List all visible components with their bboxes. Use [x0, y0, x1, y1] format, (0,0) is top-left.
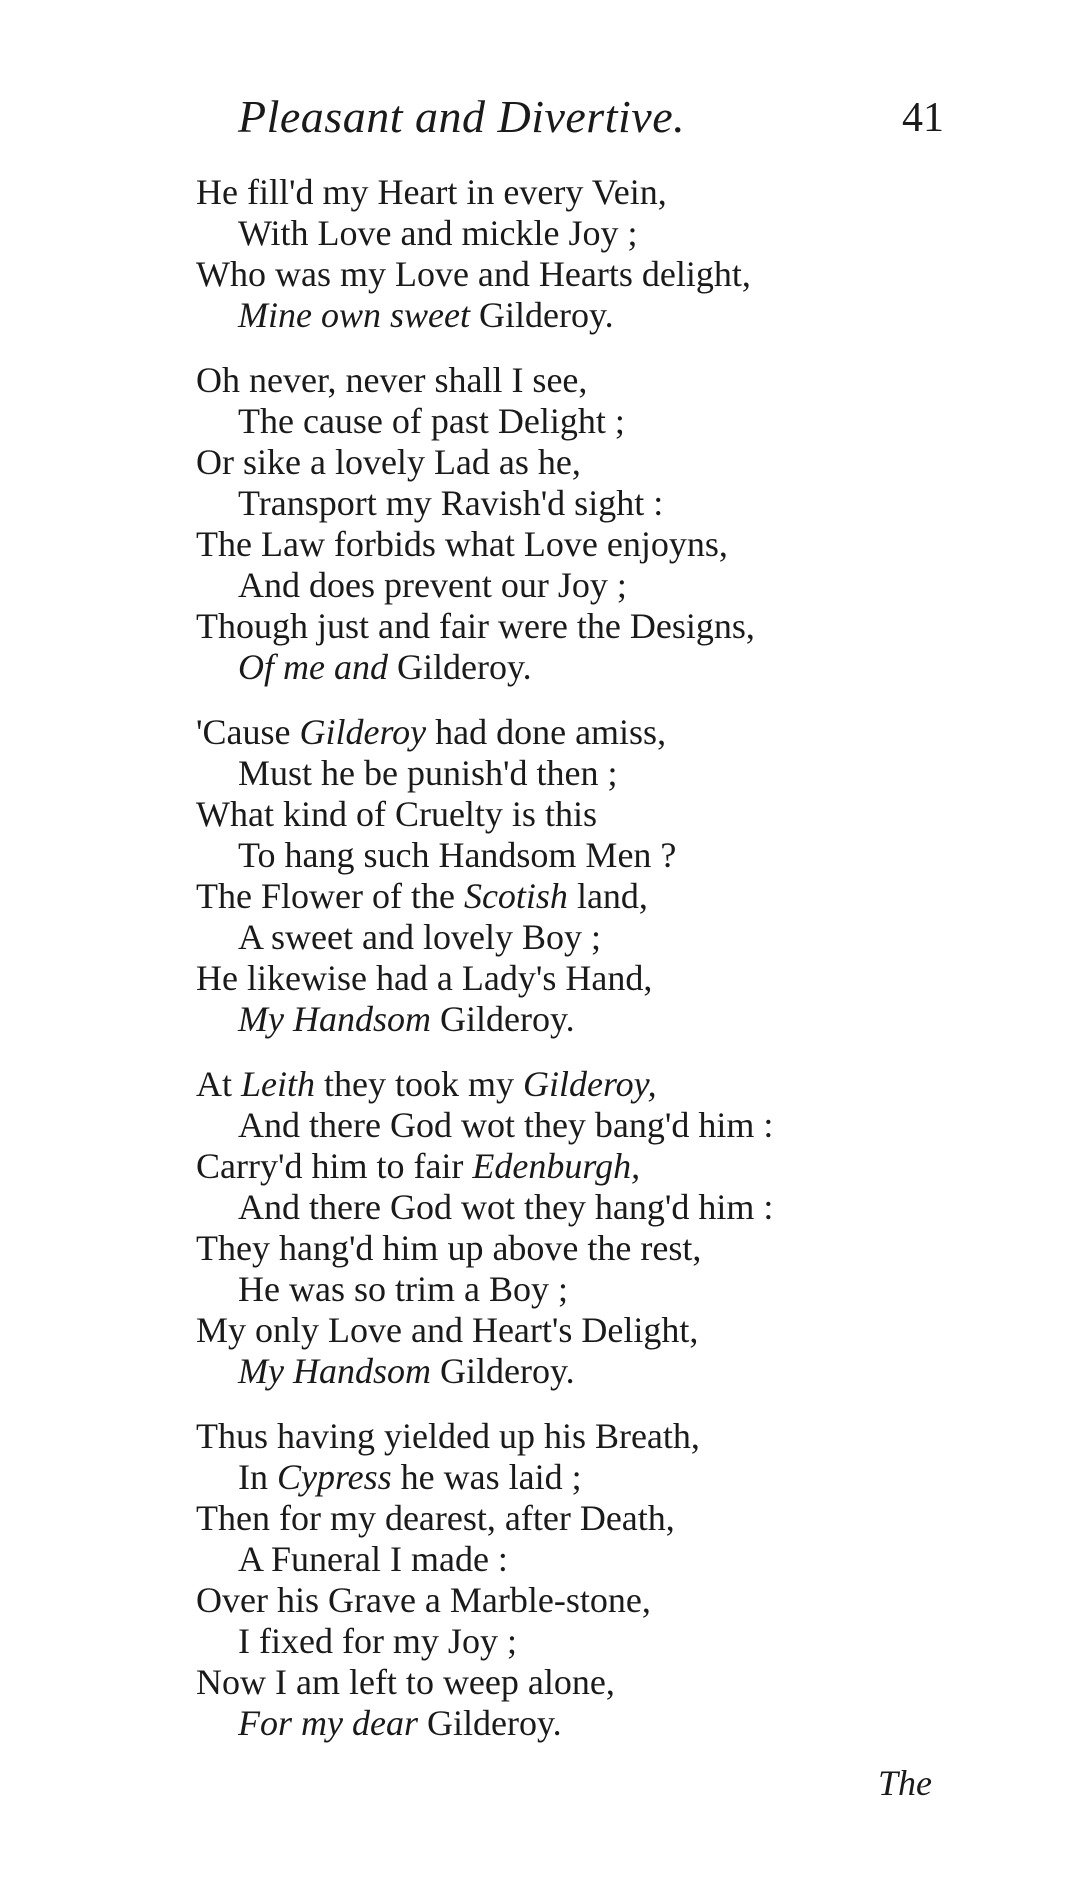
verse-line — [196, 524, 1016, 565]
italic-text: Of me and — [238, 647, 388, 687]
verse-line — [196, 172, 1016, 213]
verse-text: Gilderoy. — [430, 1351, 575, 1391]
verse-text: A sweet and lovely Boy ; — [238, 917, 601, 957]
verse-line — [196, 1703, 1016, 1744]
italic-text: Scotish — [463, 876, 568, 916]
verse-line — [196, 1580, 1016, 1621]
page-number: 41 — [902, 95, 944, 141]
verse-text: he was laid ; — [391, 1457, 582, 1497]
verse-text: With Love and mickle Joy ; — [238, 213, 638, 253]
verse-text: To hang such Handsom Men ? — [238, 835, 677, 875]
verse-line — [196, 647, 1016, 688]
verse-text: Over his Grave a Marble-stone, — [196, 1580, 651, 1620]
verse-text: land, — [567, 876, 648, 916]
verse-line — [196, 794, 1016, 835]
verse-text: The Law forbids what Love enjoyns, — [196, 524, 728, 564]
poem-body — [196, 172, 1016, 1744]
verse-text: And there God wot they bang'd him : — [238, 1105, 774, 1145]
italic-text: Edenburgh, — [472, 1146, 641, 1186]
verse-text: Gilderoy. — [387, 647, 532, 687]
verse-line — [196, 876, 1016, 917]
verse-text: What kind of Cruelty is this — [196, 794, 597, 834]
verse-line — [196, 565, 1016, 606]
italic-text: Gilderoy — [299, 712, 427, 752]
verse-text: And does prevent our Joy ; — [238, 565, 627, 605]
verse-line — [196, 1457, 1016, 1498]
verse-line — [196, 835, 1016, 876]
verse-text: The Flower of the — [196, 876, 464, 916]
verse-text: Oh never, never shall I see, — [196, 360, 588, 400]
italic-text: For my dear — [238, 1703, 418, 1743]
italic-text: Cypress — [277, 1457, 392, 1497]
verse-text: Must he be punish'd then ; — [238, 753, 618, 793]
verse-line — [196, 1105, 1016, 1146]
verse-text: Gilderoy. — [430, 999, 575, 1039]
verse-text: I fixed for my Joy ; — [238, 1621, 517, 1661]
verse-text: Now I am left to weep alone, — [196, 1662, 615, 1702]
running-title: Pleasant and Divertive. — [238, 91, 686, 142]
italic-text: Mine own sweet — [238, 295, 470, 335]
italic-text: Leith — [241, 1064, 316, 1104]
stanza — [196, 1416, 1016, 1744]
verse-text: Who was my Love and Hearts delight, — [196, 254, 751, 294]
verse-line — [196, 917, 1016, 958]
verse-line — [196, 1621, 1016, 1662]
verse-text: 'Cause — [196, 712, 300, 752]
verse-text: He was so trim a Boy ; — [238, 1269, 568, 1309]
verse-line — [196, 360, 1016, 401]
catchword: The — [878, 1763, 932, 1803]
stanza — [196, 172, 1016, 336]
verse-line — [196, 401, 1016, 442]
verse-line — [196, 1064, 1016, 1105]
verse-line — [196, 1228, 1016, 1269]
verse-text: And there God wot they hang'd him : — [238, 1187, 774, 1227]
verse-line — [196, 254, 1016, 295]
verse-line — [196, 1539, 1016, 1580]
verse-line — [196, 1269, 1016, 1310]
verse-text: In — [238, 1457, 277, 1497]
verse-line — [196, 1146, 1016, 1187]
verse-text: Gilderoy. — [469, 295, 614, 335]
verse-text: had done amiss, — [426, 712, 667, 752]
stanza — [196, 360, 1016, 688]
verse-text: The cause of past Delight ; — [238, 401, 625, 441]
verse-text: At — [196, 1064, 241, 1104]
verse-text: Carry'd him to fair — [196, 1146, 473, 1186]
verse-text: They hang'd him up above the rest, — [196, 1228, 702, 1268]
verse-line — [196, 606, 1016, 647]
verse-line — [196, 712, 1016, 753]
verse-line — [196, 1310, 1016, 1351]
verse-text: Transport my Ravish'd sight : — [238, 483, 664, 523]
verse-line — [196, 295, 1016, 336]
verse-text: Or sike a lovely Lad as he, — [196, 442, 581, 482]
verse-line — [196, 1187, 1016, 1228]
verse-line — [196, 442, 1016, 483]
verse-line — [196, 753, 1016, 794]
verse-text: Gilderoy. — [417, 1703, 562, 1743]
verse-line — [196, 213, 1016, 254]
verse-line — [196, 958, 1016, 999]
stanza — [196, 1064, 1016, 1392]
verse-text: they took my — [315, 1064, 523, 1104]
verse-line — [196, 1351, 1016, 1392]
verse-line — [196, 999, 1016, 1040]
verse-text: Thus having yielded up his Breath, — [196, 1416, 700, 1456]
stanza — [196, 712, 1016, 1040]
italic-text: Gilderoy, — [523, 1064, 657, 1104]
verse-line — [196, 1416, 1016, 1457]
italic-text: My Handsom — [238, 1351, 431, 1391]
verse-line — [196, 1662, 1016, 1703]
verse-text: A Funeral I made : — [238, 1539, 508, 1579]
verse-line — [196, 483, 1016, 524]
verse-text: He likewise had a Lady's Hand, — [196, 958, 653, 998]
verse-text: He fill'd my Heart in every Vein, — [196, 172, 667, 212]
verse-line — [196, 1498, 1016, 1539]
italic-text: My Handsom — [238, 999, 431, 1039]
verse-text: Then for my dearest, after Death, — [196, 1498, 675, 1538]
verse-text: My only Love and Heart's Delight, — [196, 1310, 699, 1350]
verse-text: Though just and fair were the Designs, — [196, 606, 755, 646]
